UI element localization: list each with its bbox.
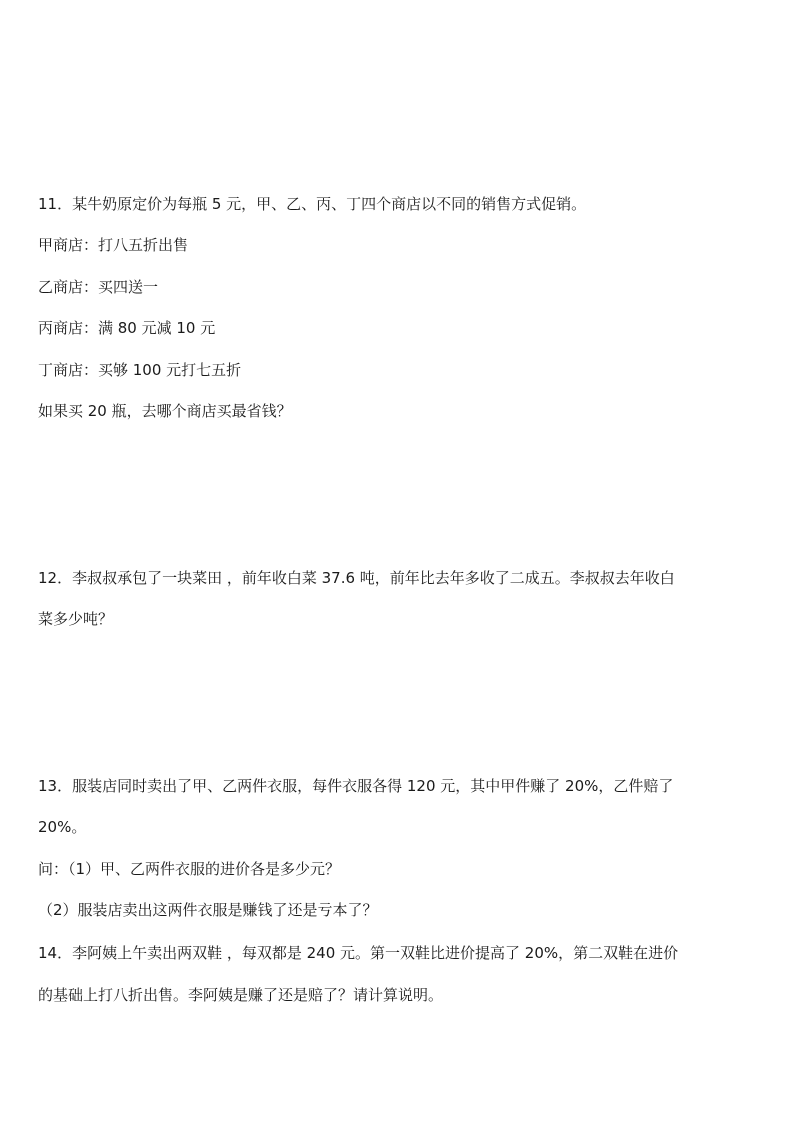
question-14-line-1: 14．李阿姨上午卖出两双鞋 ，每双都是 240 元。第一双鞋比进价提高了 20%，第二双鞋在进价 xyxy=(38,944,679,962)
question-12-line-2: 菜多少吨？ xyxy=(38,610,114,628)
question-12-line-1: 12．李叔叔承包了一块菜田 ，前年收白菜 37.6 吨，前年比去年多收了二成五。李叔叔去年收白 xyxy=(38,569,675,587)
question-11-line-4: 丙商店：满 80 元减 10 元 xyxy=(38,319,216,337)
question-14-line-2: 的基础上打八折出售。李阿姨是赚了还是赔了？请计算说明。 xyxy=(38,986,444,1004)
question-11-line-6: 如果买 20 瓶，去哪个商店买最省钱？ xyxy=(38,402,292,420)
question-11-line-2: 甲商店：打八五折出售 xyxy=(38,236,189,254)
question-13-line-2: 20%。 xyxy=(38,818,87,836)
question-13-line-1: 13．服装店同时卖出了甲、乙两件衣服，每件衣服各得 120 元，其中甲件赚了 20%，乙件赔了 xyxy=(38,777,674,795)
question-13-line-3: 问：（1）甲、乙两件衣服的进价各是多少元？ xyxy=(38,860,341,878)
question-11-line-5: 丁商店：买够 100 元打七五折 xyxy=(38,361,242,379)
question-13-line-4: （2）服装店卖出这两件衣服是赚钱了还是亏本了？ xyxy=(38,901,378,919)
question-11-line-1: 11．某牛奶原定价为每瓶 5 元，甲、乙、丙、丁四个商店以不同的销售方式促销。 xyxy=(38,195,587,213)
question-11-line-3: 乙商店：买四送一 xyxy=(38,278,159,296)
